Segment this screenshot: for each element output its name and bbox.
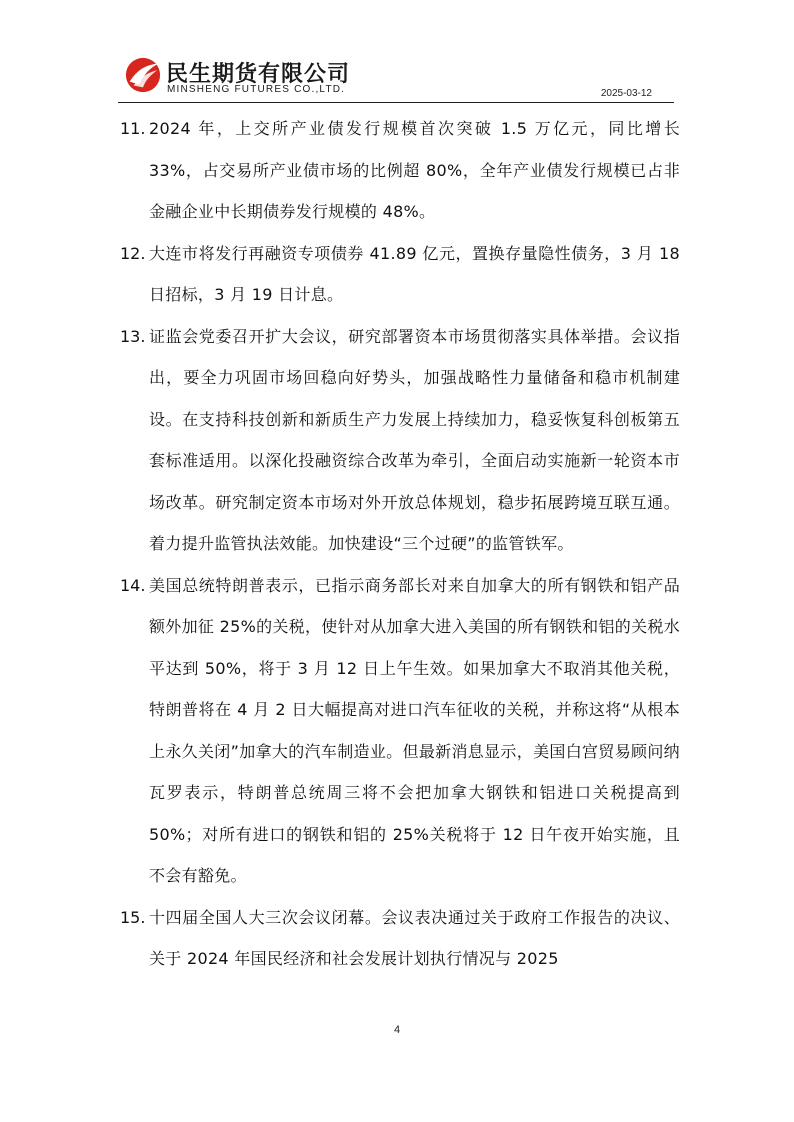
item-text: 大连市将发行再融资专项债券 41.89 亿元，置换存量隐性债务，3 月 18 日招标，3 月 19 日计息。 — [149, 243, 680, 304]
company-name-en: MINSHENG FUTURES CO.,LTD. — [167, 84, 346, 95]
item-text: 证监会党委召开扩大会议，研究部署资本市场贯彻落实具体举措。会议指出，要全力巩固市场回稳向好势头，加强战略性力量储备和稳市机制建设。在支持科技创新和新质生产力发展上持续加力，稳妥恢复科创板第五套标准适用。以深化投融资综合改革为牵引，全面启动实施新一轮资本市场改革。研究制定资本市场对外开放总体规划，稳步拓展跨境互联互通。着力提升监管执法效能。加快建设“三个过硬”的监管铁军。 — [149, 326, 680, 553]
item-text: 十四届全国人大三次会议闭幕。会议表决通过关于政府工作报告的决议、关于 2024 年国民经济和社会发展计划执行情况与 2025 — [149, 907, 680, 968]
item-number: 14. — [120, 575, 146, 595]
news-item-14 — [120, 565, 680, 897]
item-number: 15. — [120, 907, 146, 927]
item-number: 13. — [120, 326, 146, 346]
page-header — [118, 54, 674, 103]
item-text: 2024 年，上交所产业债发行规模首次突破 1.5 万亿元，同比增长 33%，占交易所产业债市场的比例超 80%，全年产业债发行规模已占非金融企业中长期债券发行规模的 48%。 — [149, 119, 680, 221]
item-text: 美国总统特朗普表示，已指示商务部长对来自加拿大的所有钢铁和铝产品额外加征 25%的关税，使针对从加拿大进入美国的所有钢铁和铝的关税水平达到 50%，将于 3 月 12 日上午生效。如果加拿大不取消其他关税，特朗普将在 4 月 2 日大幅提高对进口汽车征收的关税，并称这将“从根本上永久关闭”加拿大的汽车制造业。但最新消息显示，美国白宫贸易顾问纳瓦罗表示，特朗普总统周三将不会把加拿大钢铁和铝进口关税提高到 50%；对所有进口的钢铁和铝的 25%关税将于 12 日午夜开始实施，且不会有豁免。 — [149, 575, 680, 885]
company-name-cn: 民生期货有限公司 — [166, 62, 351, 87]
news-item-11 — [120, 108, 680, 233]
report-date: 2025-03-12 — [600, 88, 652, 99]
minsheng-logo-icon — [124, 56, 162, 94]
item-number: 11. — [120, 119, 146, 138]
news-item-15 — [120, 897, 680, 980]
news-item-12 — [120, 233, 680, 316]
news-item-13 — [120, 316, 680, 565]
news-list — [120, 108, 680, 980]
item-number: 12. — [120, 243, 146, 263]
page-number: 4 — [393, 1024, 401, 1036]
